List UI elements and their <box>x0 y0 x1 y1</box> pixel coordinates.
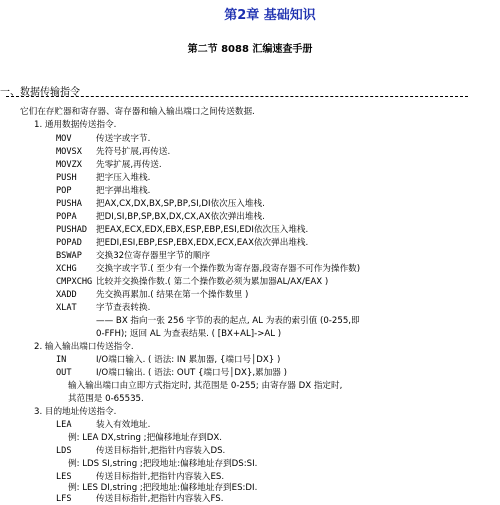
opcode: XADD <box>56 290 77 300</box>
xlat-note: —— BX 指向一张 256 字节的表的起点, AL 为表的索引值 (0-255,即 <box>96 316 360 326</box>
opcode: LDS <box>56 446 72 456</box>
opcode-description: 把AX,CX,DX,BX,SP,BP,SI,DI依次压入堆栈. <box>96 199 265 209</box>
port-note: 输入输出端口由立即方式指定时, 其范围是 0-255; 由寄存器 DX 指定时, <box>68 381 343 391</box>
heading: 一、数据传输指令 <box>0 87 80 98</box>
opcode: POP <box>56 186 72 196</box>
opcode-description: 交换32位寄存器里字节的顺序 <box>96 251 211 261</box>
opcode: IN <box>56 355 67 365</box>
opcode-description: 传送字或字节. <box>96 134 151 144</box>
example-line: 例: LEA DX,string ;把偏移地址存到DX. <box>68 433 222 443</box>
opcode: XCHG <box>56 264 77 274</box>
opcode-description: 交换字或字节.( 至少有一个操作数为寄存器,段寄存器不可作为操作数) <box>96 264 361 274</box>
group-title: 2. 输入输出端口传送指令. <box>34 342 134 352</box>
example-line: 例: LES DI,string ;把段地址:偏移地址存到ES:DI. <box>68 483 258 493</box>
opcode: BSWAP <box>56 251 82 261</box>
opcode: PUSHAD <box>56 225 88 235</box>
opcode-description: 先零扩展,再传送. <box>96 160 162 170</box>
opcode-description: 传送目标指针,把指针内容装入ES. <box>96 472 225 482</box>
opcode: XLAT <box>56 303 77 313</box>
opcode-description: 把字压入堆栈. <box>96 173 151 183</box>
opcode-description: 字节查表转换. <box>96 303 151 313</box>
opcode-description: 先符号扩展,再传送. <box>96 147 171 157</box>
opcode-description: 传送目标指针,把指针内容装入DS. <box>96 446 226 456</box>
port-note: 其范围是 0-65535. <box>68 394 144 404</box>
opcode-description: 把EDI,ESI,EBP,ESP,EBX,EDX,ECX,EAX依次弹出堆栈. <box>96 238 309 248</box>
opcode: PUSHA <box>56 199 82 209</box>
xlat-note: 0-FFH); 返回 AL 为查表结果. ( [BX+AL]->AL ) <box>96 329 282 339</box>
group-title: 1. 通用数据传送指令. <box>34 120 117 130</box>
opcode: MOVZX <box>56 160 82 170</box>
group-title: 3. 目的地址传送指令. <box>34 407 117 417</box>
opcode: PUSH <box>56 173 77 183</box>
opcode: LEA <box>56 420 72 430</box>
opcode: POPAD <box>56 238 82 248</box>
opcode-description: 装入有效地址. <box>96 420 151 430</box>
opcode: CMPXCHG <box>56 277 93 287</box>
opcode: LFS <box>56 494 72 504</box>
opcode: OUT <box>56 368 72 378</box>
opcode-description: 把字弹出堆栈. <box>96 186 151 196</box>
opcode-description: 比较并交换操作数.( 第二个操作数必须为累加器AL/AX/EAX ) <box>96 277 329 287</box>
opcode: POPA <box>56 212 77 222</box>
opcode-description: I/O端口输入. ( 语法: IN 累加器, {端口号│DX} ) <box>96 355 281 365</box>
section-title: 第二节 8088 汇编速查手册 <box>187 44 313 55</box>
opcode: LES <box>56 472 72 482</box>
chapter-title: 第2章 基础知识 <box>224 8 316 23</box>
opcode-description: 把EAX,ECX,EDX,EBX,ESP,EBP,ESI,EDI依次压入堆栈. <box>96 225 309 235</box>
opcode: MOV <box>56 134 72 144</box>
example-line: 例: LDS SI,string ;把段地址:偏移地址存到DS:SI. <box>68 459 258 469</box>
dashed-divider <box>6 96 468 97</box>
opcode-description: 先交换再累加.( 结果在第一个操作数里 ) <box>96 290 249 300</box>
intro-text: 它们在存贮器和寄存器、寄存器和输入输出端口之间传送数据. <box>20 107 255 117</box>
opcode-description: 传送目标指针,把指针内容装入FS. <box>96 494 224 504</box>
opcode-description: 把DI,SI,BP,SP,BX,DX,CX,AX依次弹出堆栈. <box>96 212 265 222</box>
opcode: MOVSX <box>56 147 82 157</box>
opcode-description: I/O端口输出. ( 语法: OUT {端口号│DX},累加器 ) <box>96 368 287 378</box>
